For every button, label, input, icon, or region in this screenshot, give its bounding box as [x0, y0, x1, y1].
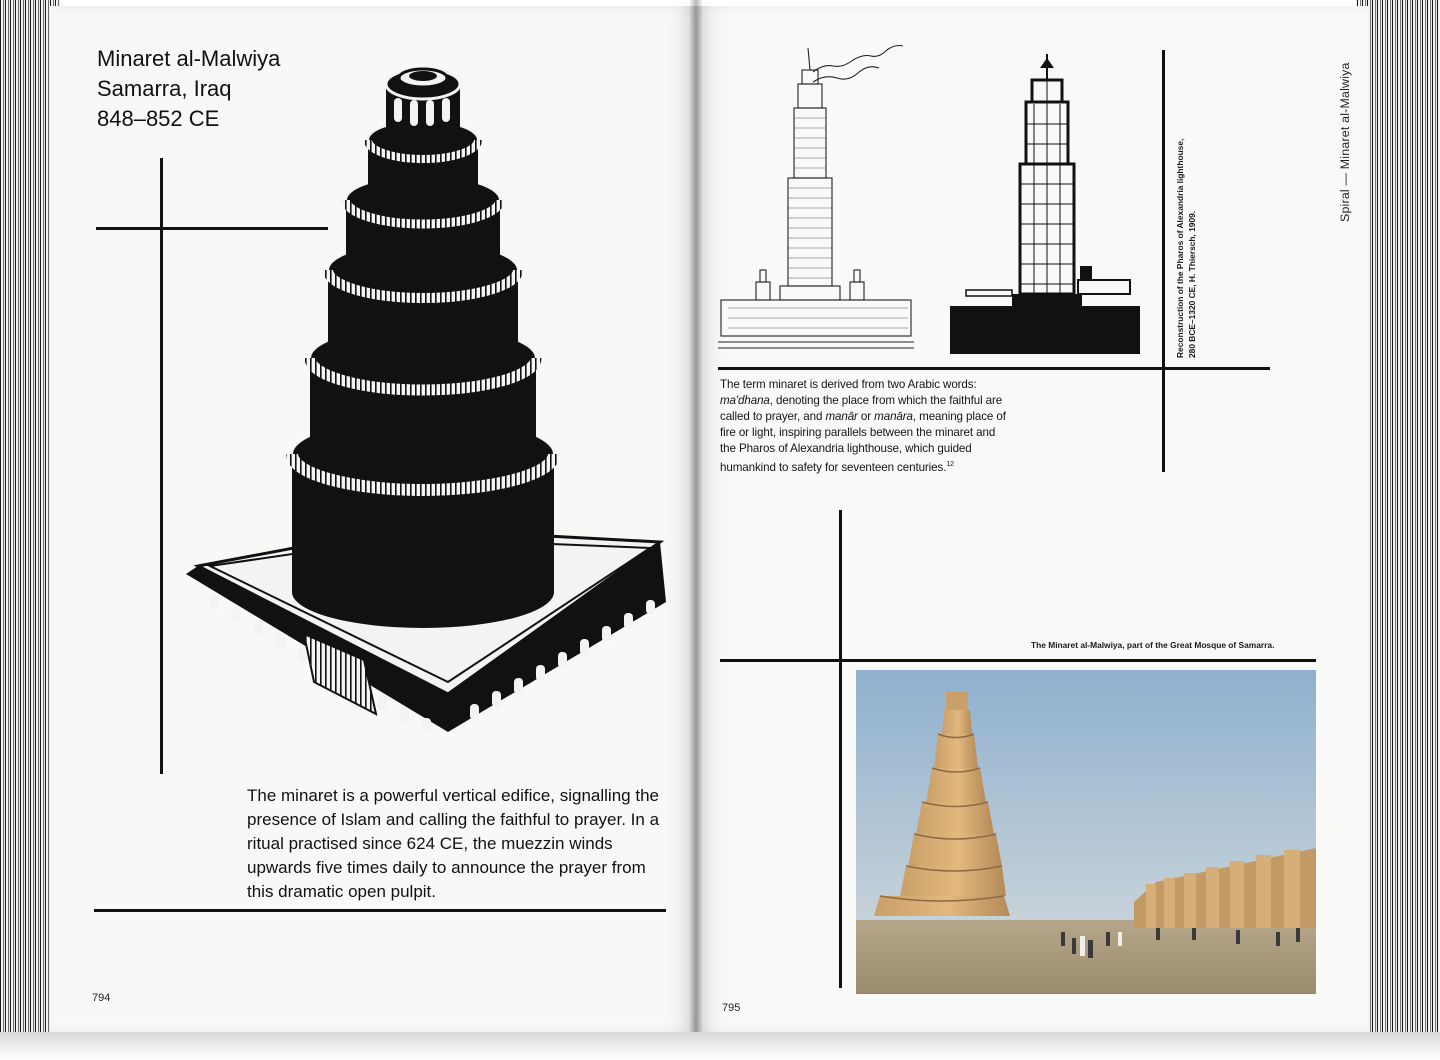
term-caption-text-4: , meaning place of fire or light, inspiring parallels between the minaret and the Pharos of Alexandria lighthouse, which guided humankind to safety for seventeen centuries.: [720, 410, 1006, 474]
minaret-photograph: [856, 670, 1316, 994]
page-bottom-shadow: [0, 1032, 1440, 1060]
left-bottom-rule: [94, 909, 666, 912]
term-caption-text-3: or: [857, 410, 875, 423]
pharos-caption: [1174, 139, 1198, 358]
title-line-name: Minaret al-Malwiya: [97, 46, 281, 71]
term-caption-text-1: The term minaret is derived from two Arabic words:: [720, 378, 977, 391]
footnote-reference: 12: [946, 461, 954, 468]
term-caption-italic-manar: manār: [825, 410, 858, 423]
page-edges-right: [1356, 0, 1440, 1060]
term-caption-italic-manara: manāra: [874, 410, 913, 423]
term-caption: [720, 377, 1010, 476]
minaret-isometric-illustration: [180, 54, 700, 774]
running-head: Spiral — Minaret al-Malwiya: [1338, 62, 1352, 222]
title-line-location: Samarra, Iraq: [97, 76, 232, 101]
right-lower-vertical-rule: [839, 510, 842, 988]
right-upper-vertical-rule: [1162, 50, 1165, 472]
left-cross-vertical-rule: [160, 158, 163, 774]
title-line-date: 848–852 CE: [97, 106, 220, 131]
page-number-right: 795: [722, 1002, 741, 1014]
photo-caption: The Minaret al-Malwiya, part of the Great Mosque of Samarra.: [1031, 640, 1275, 650]
pharos-caption-line-1: Reconstruction of the Pharos of Alexandria lighthouse,: [1175, 138, 1185, 358]
right-lower-horizontal-rule: [720, 659, 1316, 662]
page-number-left: 794: [92, 992, 111, 1004]
right-upper-horizontal-rule: [718, 367, 1270, 370]
pharos-elevation-drawing: [718, 42, 918, 352]
term-caption-text-2: , denoting the place from which the faithful are called to prayer, and: [720, 394, 1003, 423]
term-caption-italic-madhana: ma'dhana: [720, 394, 770, 407]
body-paragraph: The minaret is a powerful vertical edifice, signalling the presence of Islam and calling the faithful to prayer. In a ritual practised since 624 CE, the muezzin winds upwards five times daily to announce the prayer from this dramatic open pulpit.: [247, 786, 660, 901]
pharos-section-drawing: [950, 44, 1140, 354]
pharos-caption-line-2: 280 BCE–1320 CE, H. Thiersch, 1909.: [1187, 210, 1197, 358]
